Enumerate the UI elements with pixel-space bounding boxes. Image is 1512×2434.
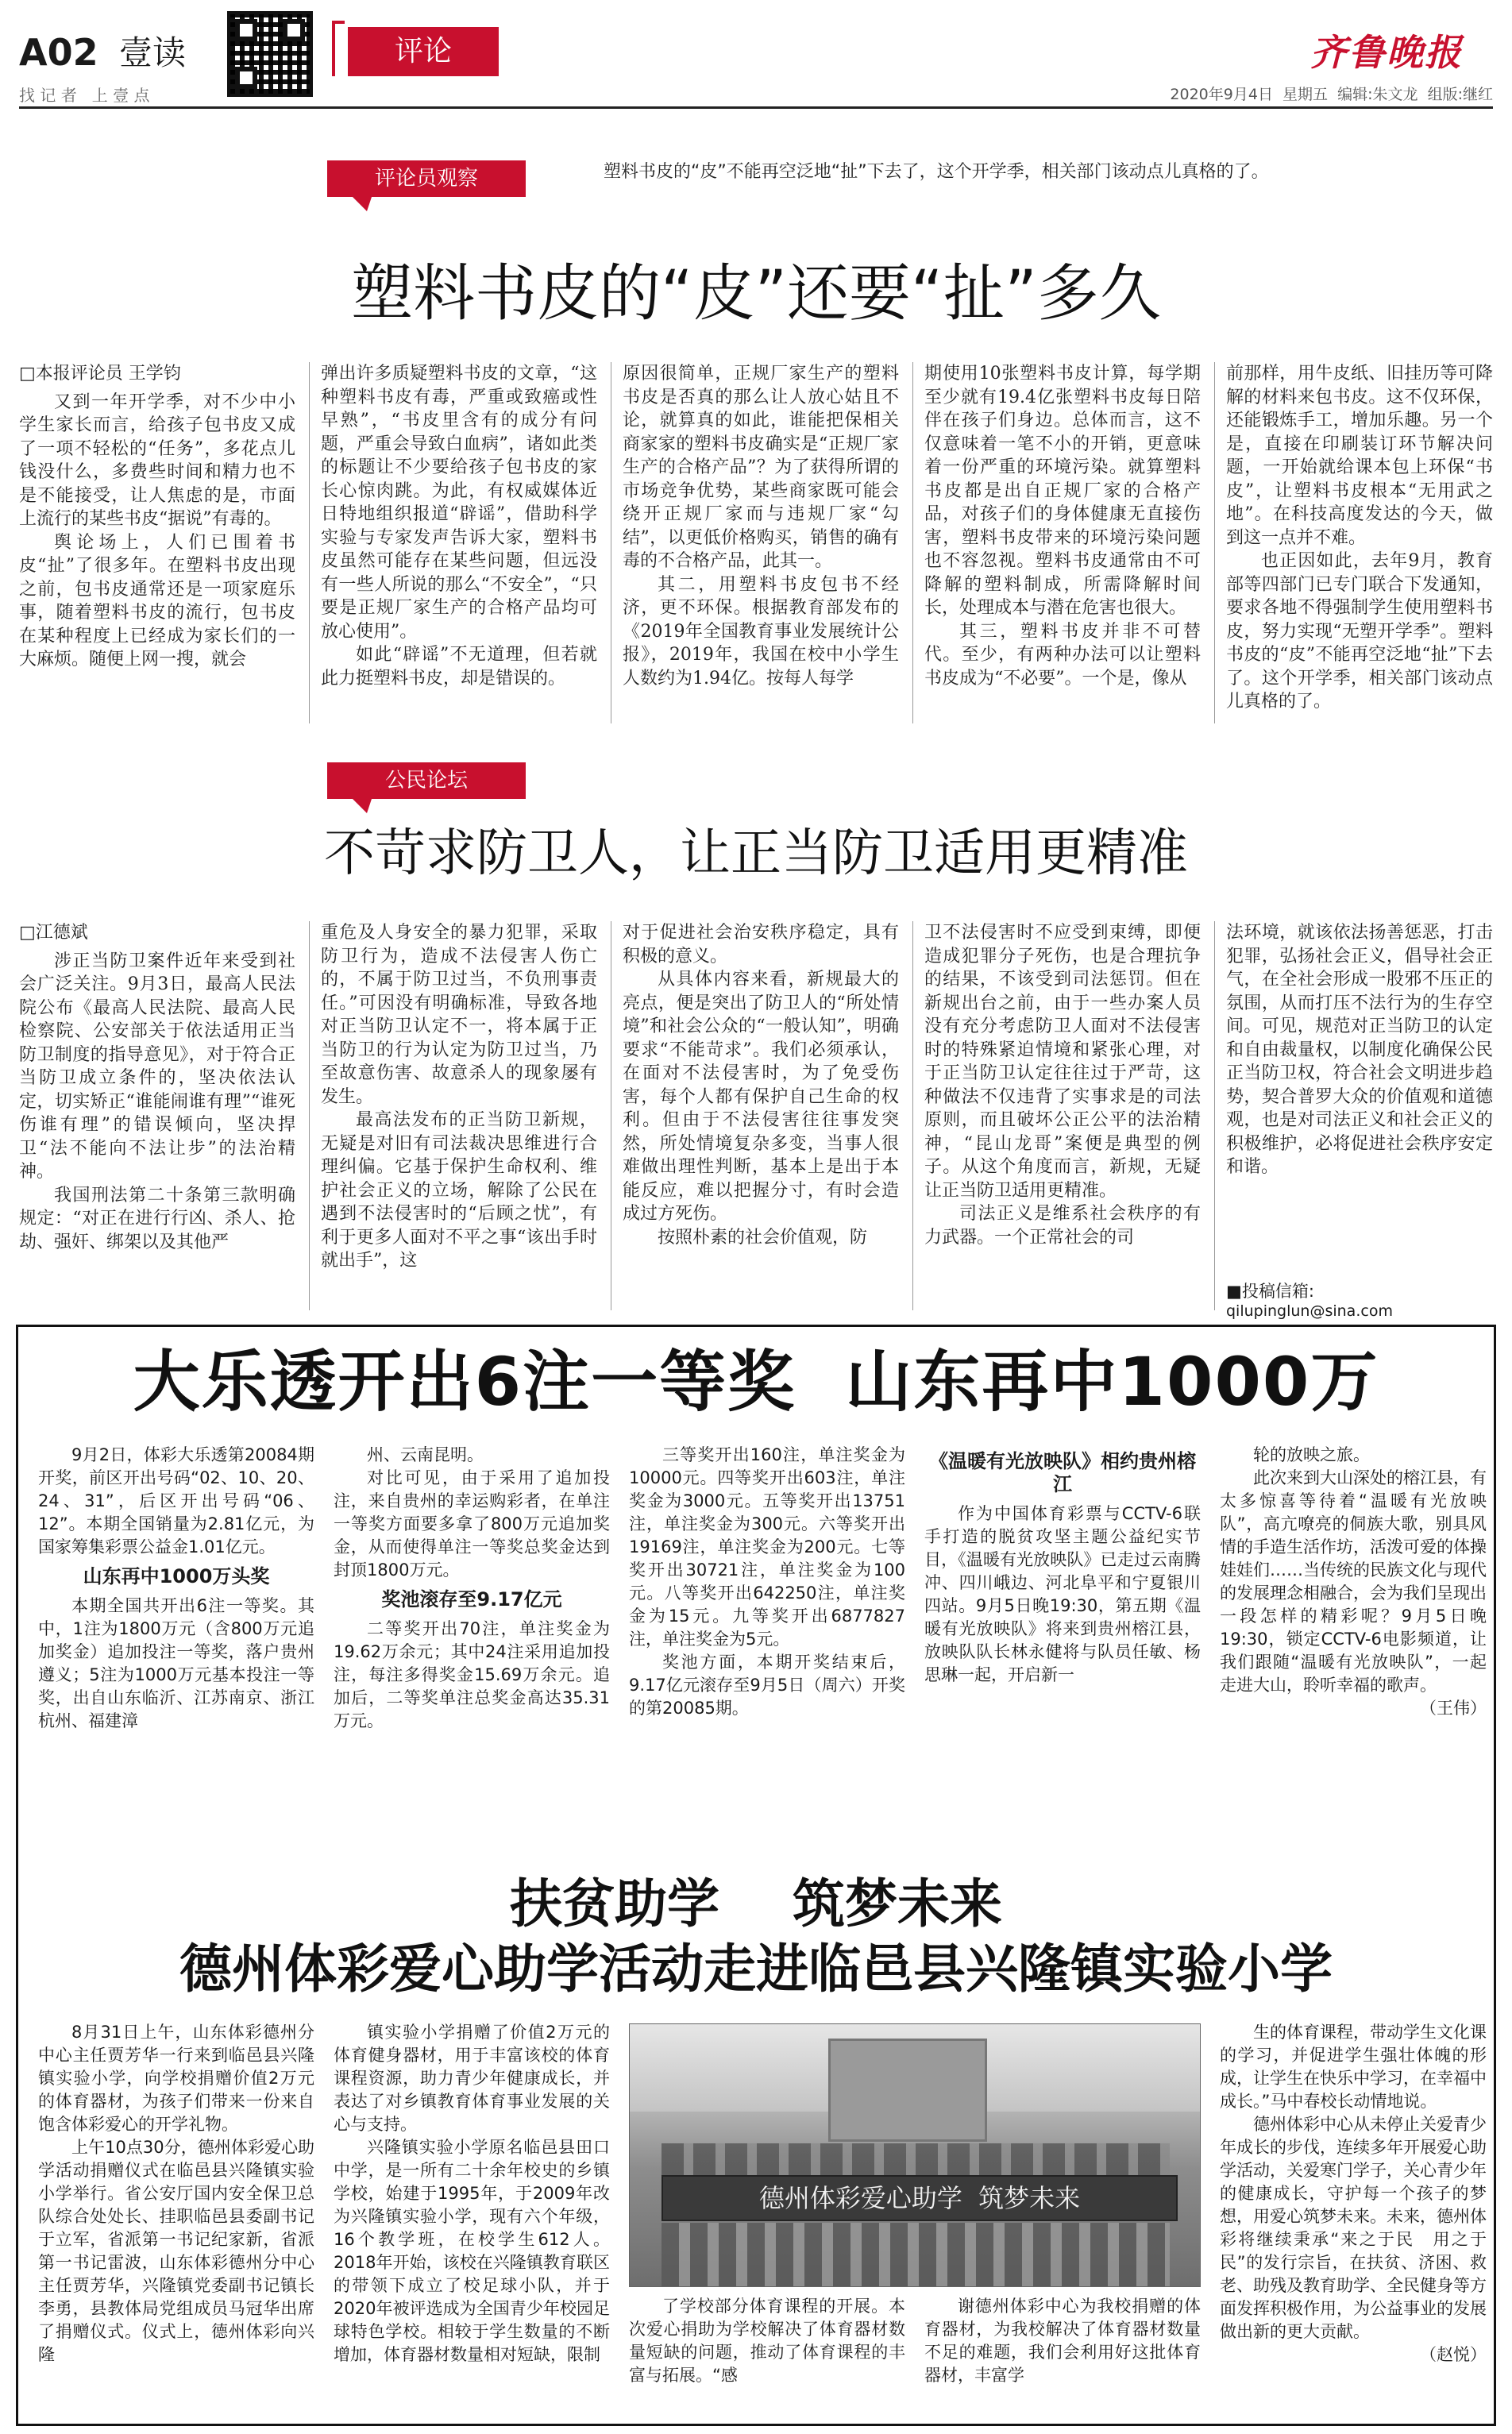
paragraph: 法环境，就该依法扬善惩恶，打击犯罪，弘扬社会正义，倡导社会正气，在全社会形成一股邪不压正的氛围，从而打压不法行为的生存空间。可见，规范对正当防卫的认定和自由裁量权，以制度化确保公民正当防卫权，符合社会文明进步趋势，契合普罗大众的价值观和道德观，也是对司法正义和社会正义的积极维护，必将促进社会秩序安定和谐。	[1226, 923, 1493, 1177]
article2-col-1	[19, 921, 295, 1318]
charity-title-1: 扶贫助学 筑梦未来	[510, 1873, 1002, 1934]
paragraph: 上午10点30分，德州体彩爱心助学活动捐赠仪式在临邑县兴隆镇实验小学举行。省公安厅国内安全保卫总队综合处处长、挂职临邑县委副书记于立军，省派第一书记纪家新，省派第一书记雷波，山东体彩德州分中心主任贾芳华，兴隆镇党委副书记镇长李勇，县教体局党组成员马冠华出席了捐赠仪式。仪式上，德州体彩向兴隆	[38, 2138, 314, 2364]
article2-col-5	[1226, 921, 1493, 1271]
lottery-col-3	[629, 1444, 905, 1857]
article1-lead: 塑料书皮的“皮”不能再空泛地“扯”下去了，这个开学季，相关部门该动点儿真格的了。	[604, 162, 1269, 182]
page-code: A02	[19, 31, 98, 74]
lottery-subhead: 《温暖有光放映队》相约贵州榕江	[929, 1450, 1196, 1495]
paragraph: 从具体内容来看，新规最大的亮点，便是突出了防卫人的“所处情境”和社会公众的“一般认知”，明确要求“不能苛求”。我们必须承认，在面对不法侵害时，为了免受伤害，每个人都有保护自己生命的权利。但由于不法侵害往往事发突然，所处情境复杂多变，当事人很难做出理性判断，基本上是出于本能反应，难以把握分寸，有时会造成过方死伤。	[623, 970, 899, 1224]
paragraph: 了学校部分体育课程的开展。本次爱心捐助为学校解决了体育器材数量短缺的问题，推动了体育课程的丰富与拓展。“感	[629, 2297, 905, 2385]
article2-col-3	[623, 921, 899, 1318]
paragraph: 对比可见，由于采用了追加投注，来自贵州的幸运购彩者，在单注一等奖方面要多拿了800万元追加奖金，从而使得单注一等奖总奖金达到封顶1800万元。	[334, 1468, 610, 1580]
article1-col-5	[1226, 362, 1493, 727]
paragraph: 德州体彩中心从未停止关爱青少年成长的步伐，连续多年开展爱心助学活动，关爱寒门学子，关心青少年的健康成长，守护每一个孩子的梦想，用爱心筑梦未来。未来，德州体彩将继续秉承“来之于民 用之于民”的发行宗旨，在扶贫、济困、救老、助残及教育助学、全民健身等方面发挥积极作用，为公益事业的发展做出新的更大贡献。	[1220, 2115, 1487, 2341]
paragraph: 我国刑法第二十条第三款明确规定：“对正在进行行凶、杀人、抢劫、强奸、绑架以及其他严	[19, 1185, 295, 1252]
column-divider	[912, 921, 913, 1310]
article1-byline: □本报评论员 王学钧	[19, 364, 181, 384]
charity-col-3	[629, 2295, 905, 2418]
paragraph: 谢德州体彩中心为我校捐赠的体育器材，为我校解决了体育器材数量不足的难题，我们会利用好这批体育器材，丰富学	[924, 2297, 1201, 2385]
paragraph: 卫不法侵害时不应受到束缚，即便造成犯罪分子死伤，也是合理抗争的结果，不该受到司法惩罚。但在新规出台之前，由于一些办案人员没有充分考虑防卫人面对不法侵害时的特殊紧迫情境和紧张心理，对于正当防卫认定往往过于严苛，这种做法不仅违背了实事求是的司法原则，而且破坏公正公平的法治精神，“昆山龙哥”案便是典型的例子。从这个角度而言，新规，无疑让正当防卫适用更精准。	[924, 923, 1201, 1201]
photo-banner: 德州体彩爱心助学 筑梦未来	[662, 2175, 1178, 2221]
paragraph: 兴隆镇实验小学原名临邑县田口中学，是一所有二十余年校史的乡镇学校，始建于1995年，于2009年改为兴隆镇实验小学，现有六个年级，16个教学班，在校学生612人。2018年开始，该校在兴隆镇教育联区的带领下成立了校足球小队，并于2020年被评选成为全国青少年校园足球特色学校。相较于学生数量的不断增加，体育器材数量相对短缺，限制	[334, 2138, 610, 2364]
charity-col-4	[924, 2295, 1201, 2418]
column-tag-label: 评论	[394, 35, 452, 68]
paragraph: 如此“辟谣”不无道理，但若就此力挺塑料书皮，却是错误的。	[321, 645, 597, 689]
paragraph: 又到一年开学季，对不少中小学生家长而言，给孩子包书皮又成了一项不轻松的“任务”，多花点儿钱没什么，多费些时间和精力也不是不能接受，让人焦虑的是，市面上流行的某些书皮“据说”有毒的。	[19, 392, 295, 529]
masthead-slogan: 找 记 者 上 壹 点	[19, 86, 150, 105]
paragraph: 期使用10张塑料书皮计算，每学期至少就有19.4亿张塑料书皮每日陪伴在孩子们身边。总体而言，这不仅意味着一笔不小的开销，更意味着一份严重的环境污染。就算塑料书皮都是出自正规厂家的合格产品，对孩子们的身体健康无直接伤害，塑料书皮带来的环境污染问题也不容忽视。塑料书皮通常由不可降解的塑料制成，所需降解时间长，处理成本与潜在危害也很大。	[924, 364, 1201, 618]
paragraph: 司法正义是维系社会秩序的有力武器。一个正常社会的司	[924, 1204, 1201, 1248]
paragraph: 其二，用塑料书皮包书不经济，更不环保。根据教育部发布的《2019年全国教育事业发展统计公报》，2019年，我国在校中小学生人数约为1.94亿。按每人每学	[623, 574, 899, 689]
paragraph: 也正因如此，去年9月，教育部等四部门已专门联合下发通知，要求各地不得强制学生使用塑料书皮，努力实现“无塑开学季”。塑料书皮的“皮”不能再空泛地“扯”下去了。这个开学季，相关部门该动点儿真格的了。	[1226, 551, 1493, 712]
charity-col-2	[334, 2021, 610, 2418]
paragraph: 前那样，用牛皮纸、旧挂历等可降解的材料来包书皮。这不仅环保，还能锻炼手工，增加乐趣。另一个是，直接在印刷装订环节解决问题，一开始就给课本包上环保“书皮”，让塑料书皮根本“无用武之地”。在科技高度发达的今天，做到这一点并不难。	[1226, 364, 1493, 548]
paragraph: 对于促进社会治安秩序稳定，具有积极的意义。	[623, 923, 899, 966]
article1-title: 塑料书皮的“皮”还要“扯”多久	[351, 258, 1161, 330]
lottery-col-2	[334, 1444, 610, 1857]
column-divider	[1214, 362, 1215, 723]
masthead-rule	[19, 106, 1493, 109]
article2-tag: 公民论坛	[327, 762, 526, 799]
column-divider	[912, 362, 913, 723]
paragraph: 按照朴素的社会价值观，防	[658, 1227, 868, 1248]
credit: （王伟）	[1420, 1699, 1487, 1718]
charity-col-5	[1220, 2021, 1487, 2418]
lottery-col-4	[924, 1444, 1201, 1857]
paragraph: 其三，塑料书皮并非不可替代。至少，有两种办法可以让塑料书皮成为“不必要”。一个是，像从	[924, 621, 1201, 689]
lottery-subhead: 奖池滚存至9.17亿元	[381, 1588, 562, 1610]
article1-tag: 评论员观察	[327, 160, 526, 197]
qr-code-icon[interactable]	[227, 11, 313, 97]
charity-col-1	[38, 2021, 314, 2418]
lottery-title: 大乐透开出6注一等奖 山东再中1000万	[133, 1343, 1379, 1421]
article2-col-2	[321, 921, 597, 1318]
paragraph: 州、云南昆明。	[367, 1445, 484, 1464]
paragraph: 三等奖开出160注，单注奖金为10000元。四等奖开出603注，单注奖金为3000元。五等奖开出13751注，单注奖金为300元。六等奖开出19169注，单注奖金为200元。七等奖开出30721注，单注奖金为100元。八等奖开出642250注，单注奖金为15元。九等奖开出6877827注，单注奖金为5元。	[629, 1445, 905, 1649]
paragraph: 作为中国体育彩票与CCTV-6联手打造的脱贫攻坚主题公益纪实节目，《温暖有光放映队》已走过云南腾冲、四川峨边、河北阜平和宁夏银川四站。9月5日晚19:30，第五期《温暖有光放映队》将来到贵州榕江县，放映队队长林永健将与队员任敏、杨思琳一起，开启新一	[924, 1504, 1201, 1684]
paragraph: 重危及人身安全的暴力犯罪，采取防卫行为，造成不法侵害人伤亡的，不属于防卫过当，不负刑事责任。”可因没有明确标准，导致各地对正当防卫认定不一，将本属于正当防卫的行为认定为防卫过当，乃至故意伤害、故意杀人的现象屡有发生。	[321, 923, 597, 1107]
paragraph: 生的体育课程，带动学生文化课的学习，并促进学生强壮体魄的形成，让学生在快乐中学习，在幸福中成长。”马中春校长动情地说。	[1220, 2023, 1487, 2111]
paragraph: 原因很简单，正规厂家生产的塑料书皮是否真的那么让人放心姑且不论，就算真的如此，谁能把保相关商家家的塑料书皮确实是“正规厂家生产的合格产品”？为了获得所谓的市场竞争优势，某些商家既可能会绕开正规厂家而与违规厂家“勾结”，以更低价格购买，销售的确有毒的不合格产品，此其一。	[623, 364, 899, 571]
paragraph: 弹出许多质疑塑料书皮的文章，“这种塑料书皮有毒，严重或致癌或性早熟”，“书皮里含有的成分有问题，严重会导致白血病”，诸如此类的标题让不少要给孩子包书皮的家长心惊肉跳。为此，有权威媒体近日特地组织报道“辟谣”，借助科学实验与专家发声告诉大家，塑料书皮虽然可能存在某些问题，但远没有一些人所说的那么“不安全”，“只要是正规厂家生产的合格产品均可放心使用”。	[321, 364, 597, 642]
column-divider	[309, 362, 310, 723]
charity-photo	[629, 2023, 1201, 2287]
paragraph: 奖池方面，本期开奖结束后，9.17亿元滚存至9月5日（周六）开奖的第20085期。	[629, 1653, 905, 1718]
credit: （赵悦）	[1420, 2345, 1487, 2364]
contact-label: ■投稿信箱:	[1226, 1282, 1314, 1301]
article1-col-2	[321, 362, 597, 727]
paragraph: 舆论场上，人们已围着书皮“扯”了很多年。在塑料书皮出现之前，包书皮通常还是一项家庭乐事，随着塑料书皮的流行，包书皮在某种程度上已经成为家长们的一大麻烦。随便上网一搜，就会	[19, 532, 295, 669]
paragraph: 最高法发布的正当防卫新规，无疑是对旧有司法裁决思维进行合理纠偏。它基于保护生命权利、维护社会正义的立场，解除了公民在遇到不法侵害时的“后顾之忧”，有利于更多人面对不平之事“该出手时就出手”，这	[321, 1110, 597, 1271]
paragraph: 本期全国共开出6注一等奖。其中，1注为1800万元（含800万元追加奖金）追加投注一等奖，落户贵州遵义；5注为1000万元基本投注一等奖，出自山东临沂、江苏南京、浙江杭州、福建漳	[38, 1596, 314, 1730]
paragraph: 轮的放映之旅。	[1253, 1445, 1370, 1464]
lottery-subhead: 山东再中1000万头奖	[83, 1565, 270, 1587]
contact-email[interactable]: qilupinglun@sina.com	[1226, 1302, 1393, 1320]
paragraph: 二等奖开出70注，单注奖金为19.62万余元；其中24注采用追加投注，每注多得奖金15.69万余元。追加后，二等奖单注总奖金高达35.31万元。	[334, 1619, 610, 1730]
article1-col-1	[19, 362, 295, 727]
issue-meta: 2020年9月4日 星期五 编辑:朱文龙 组版:继红	[1170, 86, 1493, 103]
paragraph: 镇实验小学捐赠了价值2万元的体育健身器材，用于丰富该校的体育课程资源，助力青少年健康成长，并表达了对乡镇教育体育事业发展的关心与支持。	[334, 2023, 610, 2134]
section-name: 壹读	[119, 33, 187, 72]
paper-name-logo: 齐鲁晚报	[1310, 31, 1463, 74]
lottery-col-1	[38, 1444, 314, 1857]
column-tag-bracket	[332, 21, 345, 76]
article2-col-4	[924, 921, 1201, 1318]
column-tag	[348, 27, 499, 76]
article1-col-4	[924, 362, 1201, 727]
paragraph: 9月2日，体彩大乐透第20084期开奖，前区开出号码“02、10、20、24、31”，后区开出号码“06、12”。本期全国销量为2.81亿元，为国家筹集彩票公益金1.01亿元。	[38, 1445, 314, 1556]
article2-title: 不苛求防卫人，让正当防卫适用更精准	[324, 824, 1188, 883]
article2-byline: □江德斌	[19, 923, 88, 943]
paragraph: 此次来到大山深处的榕江县，有太多惊喜等待着“温暖有光放映队”，高亢嘹亮的侗族大歌，别具风情的手造生活作坊，活泼可爱的体操娃娃们……当传统的民族文化与现代的发展理念相融合，会为我们呈现出一段怎样的精彩呢？9月5日晚19:30，锁定CCTV-6电影频道，让我们跟随“温暖有光放映队”，一起走进大山，聆听幸福的歌声。	[1220, 1468, 1487, 1695]
article1-col-3	[623, 362, 899, 727]
paragraph: 涉正当防卫案件近年来受到社会广泛关注。9月3日，最高人民法院公布《最高人民法院、最高人民检察院、公安部关于依法适用正当防卫制度的指导意见》，对于符合正当防卫成立条件的，坚决依法认定，切实矫正“谁能闹谁有理”“谁死伤谁有理”的错误倾向，坚决捍卫“法不能向不法让步”的法治精神。	[19, 951, 295, 1182]
column-divider	[309, 921, 310, 1310]
column-divider	[1214, 921, 1215, 1310]
lottery-col-5	[1220, 1444, 1487, 1857]
paragraph: 8月31日上午，山东体彩德州分中心主任贾芳华一行来到临邑县兴隆镇实验小学，向学校捐赠价值2万元的体育器材，为孩子们带来一份来自饱含体彩爱心的开学礼物。	[38, 2023, 314, 2134]
charity-title-2: 德州体彩爱心助学活动走进临邑县兴隆镇实验小学	[179, 1938, 1333, 2000]
